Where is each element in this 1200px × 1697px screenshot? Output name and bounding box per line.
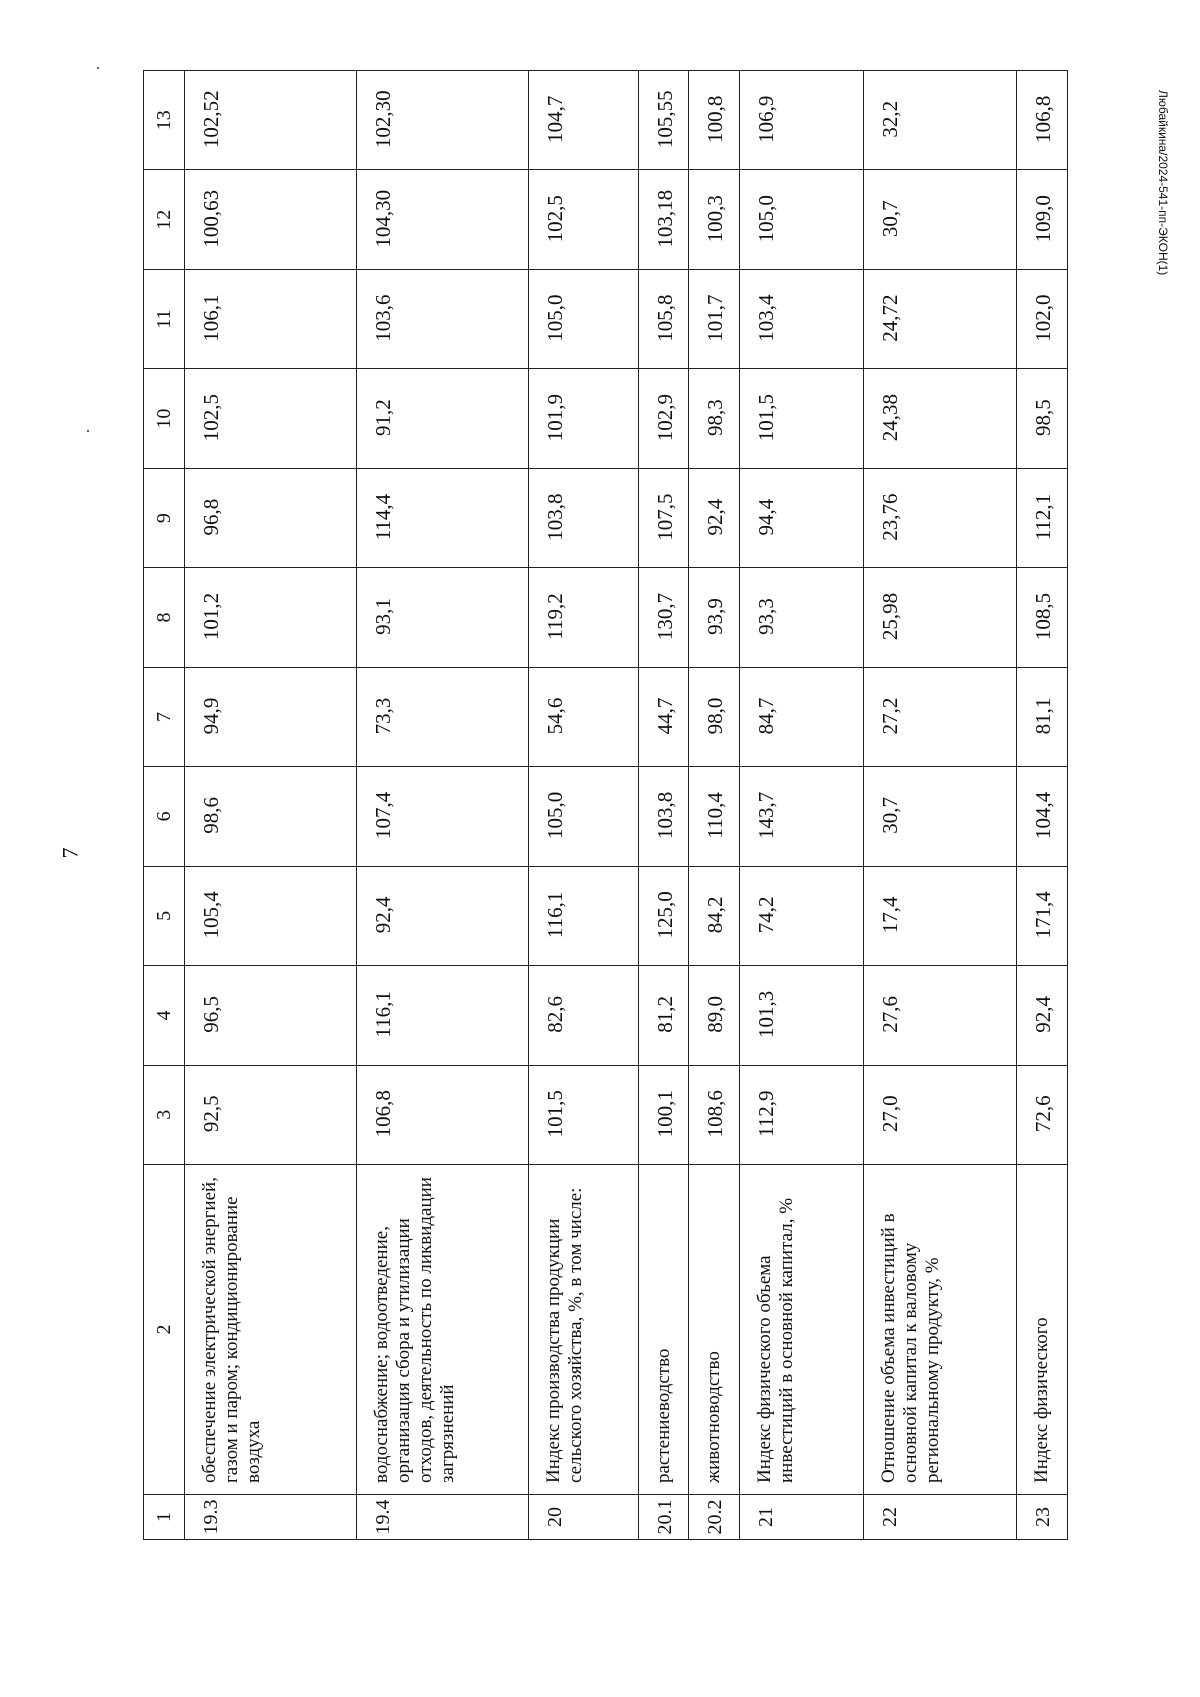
column-header: 4 [144,966,185,1065]
value-cell: 104,7 [528,71,638,170]
table-row [740,71,864,1540]
value-cell: 102,30 [356,71,528,170]
column-header: 10 [144,369,185,468]
row-number: 20 [528,1495,638,1540]
value-cell: 98,0 [689,667,740,766]
value-cell: 30,7 [863,767,1017,866]
table-row [356,71,528,1540]
value-cell: 92,4 [1017,966,1068,1065]
value-cell: 116,1 [528,866,638,965]
value-cell: 27,0 [863,1065,1017,1164]
value-cell: 81,2 [638,966,689,1065]
value-cell: 106,1 [185,269,357,368]
value-cell: 101,5 [528,1065,638,1164]
table-row [689,71,740,1540]
value-cell: 92,5 [185,1065,357,1164]
row-number: 19.3 [185,1495,357,1540]
value-cell: 24,38 [863,369,1017,468]
value-cell: 102,5 [528,170,638,269]
column-header: 8 [144,568,185,667]
value-cell: 101,5 [740,369,864,468]
column-header: 1 [144,1495,185,1540]
value-cell: 104,30 [356,170,528,269]
value-cell: 107,4 [356,767,528,866]
value-cell: 106,9 [740,71,864,170]
value-cell: 103,8 [638,767,689,866]
indicator-name: животноводство [689,1165,740,1495]
value-cell: 105,8 [638,269,689,368]
value-cell: 103,18 [638,170,689,269]
value-cell: 102,0 [1017,269,1068,368]
indicator-name: растениеводство [638,1165,689,1495]
column-header: 12 [144,170,185,269]
value-cell: 84,7 [740,667,864,766]
indicator-name: обеспечение электрической энергией, газом и паром; кондиционирование воздуха [185,1165,357,1495]
indicator-name: Отношение объема инвестиций в основной капитал к валовому региональному продукту, % [863,1165,1017,1495]
column-header: 3 [144,1065,185,1164]
value-cell: 30,7 [863,170,1017,269]
column-header: 5 [144,866,185,965]
value-cell: 101,9 [528,369,638,468]
value-cell: 93,1 [356,568,528,667]
value-cell: 102,9 [638,369,689,468]
value-cell: 105,0 [528,767,638,866]
value-cell: 93,3 [740,568,864,667]
value-cell: 94,4 [740,468,864,567]
row-number: 23 [1017,1495,1068,1540]
value-cell: 100,1 [638,1065,689,1164]
column-header: 2 [144,1165,185,1495]
value-cell: 112,1 [1017,468,1068,567]
table-row [1017,71,1068,1540]
value-cell: 82,6 [528,966,638,1065]
value-cell: 102,52 [185,71,357,170]
column-header: 11 [144,269,185,368]
value-cell: 32,2 [863,71,1017,170]
scan-speck [87,430,89,432]
value-cell: 74,2 [740,866,864,965]
value-cell: 130,7 [638,568,689,667]
table-header-row [144,71,185,1540]
value-cell: 92,4 [689,468,740,567]
value-cell: 54,6 [528,667,638,766]
row-number: 20.1 [638,1495,689,1540]
value-cell: 91,2 [356,369,528,468]
table-row [185,71,357,1540]
value-cell: 110,4 [689,767,740,866]
value-cell: 101,2 [185,568,357,667]
value-cell: 72,6 [1017,1065,1068,1164]
value-cell: 105,0 [528,269,638,368]
value-cell: 106,8 [1017,71,1068,170]
value-cell: 143,7 [740,767,864,866]
value-cell: 98,3 [689,369,740,468]
value-cell: 89,0 [689,966,740,1065]
value-cell: 98,6 [185,767,357,866]
value-cell: 24,72 [863,269,1017,368]
value-cell: 103,4 [740,269,864,368]
value-cell: 108,6 [689,1065,740,1164]
row-number: 20.2 [689,1495,740,1540]
value-cell: 96,5 [185,966,357,1065]
value-cell: 109,0 [1017,170,1068,269]
indicator-name: Индекс физического [1017,1165,1068,1495]
value-cell: 81,1 [1017,667,1068,766]
value-cell: 119,2 [528,568,638,667]
value-cell: 17,4 [863,866,1017,965]
value-cell: 116,1 [356,966,528,1065]
table-row [638,71,689,1540]
value-cell: 112,9 [740,1065,864,1164]
value-cell: 106,8 [356,1065,528,1164]
value-cell: 171,4 [1017,866,1068,965]
value-cell: 73,3 [356,667,528,766]
row-number: 19.4 [356,1495,528,1540]
value-cell: 105,4 [185,866,357,965]
scan-speck [97,67,99,69]
column-header: 7 [144,667,185,766]
value-cell: 94,9 [185,667,357,766]
value-cell: 92,4 [356,866,528,965]
value-cell: 27,2 [863,667,1017,766]
value-cell: 25,98 [863,568,1017,667]
value-cell: 105,55 [638,71,689,170]
value-cell: 104,4 [1017,767,1068,866]
value-cell: 107,5 [638,468,689,567]
value-cell: 27,6 [863,966,1017,1065]
value-cell: 101,7 [689,269,740,368]
value-cell: 105,0 [740,170,864,269]
value-cell: 103,6 [356,269,528,368]
value-cell: 84,2 [689,866,740,965]
column-header: 13 [144,71,185,170]
value-cell: 100,8 [689,71,740,170]
value-cell: 101,3 [740,966,864,1065]
value-cell: 102,5 [185,369,357,468]
value-cell: 100,3 [689,170,740,269]
value-cell: 114,4 [356,468,528,567]
value-cell: 98,5 [1017,369,1068,468]
document-code: Любайкина/2024-541-пп-ЭКОН(1) [1156,90,1170,276]
row-number: 21 [740,1495,864,1540]
value-cell: 93,9 [689,568,740,667]
table-row [863,71,1017,1540]
value-cell: 23,76 [863,468,1017,567]
value-cell: 44,7 [638,667,689,766]
value-cell: 108,5 [1017,568,1068,667]
value-cell: 103,8 [528,468,638,567]
value-cell: 100,63 [185,170,357,269]
column-header: 6 [144,767,185,866]
indicators-table [143,70,1068,1540]
page-number: 7 [57,847,83,859]
row-number: 22 [863,1495,1017,1540]
indicator-name: Индекс физического объема инвестиций в основной капитал, % [740,1165,864,1495]
indicators-table-rotated [143,70,1068,1540]
table-row [528,71,638,1540]
value-cell: 96,8 [185,468,357,567]
value-cell: 125,0 [638,866,689,965]
indicator-name: Индекс производства продукции сельского хозяйства, %, в том числе: [528,1165,638,1495]
indicator-name: водоснабжение; водоотведение, организация сбора и утилизации отходов, деятельность по ликвидации загрязнений [356,1165,528,1495]
column-header: 9 [144,468,185,567]
